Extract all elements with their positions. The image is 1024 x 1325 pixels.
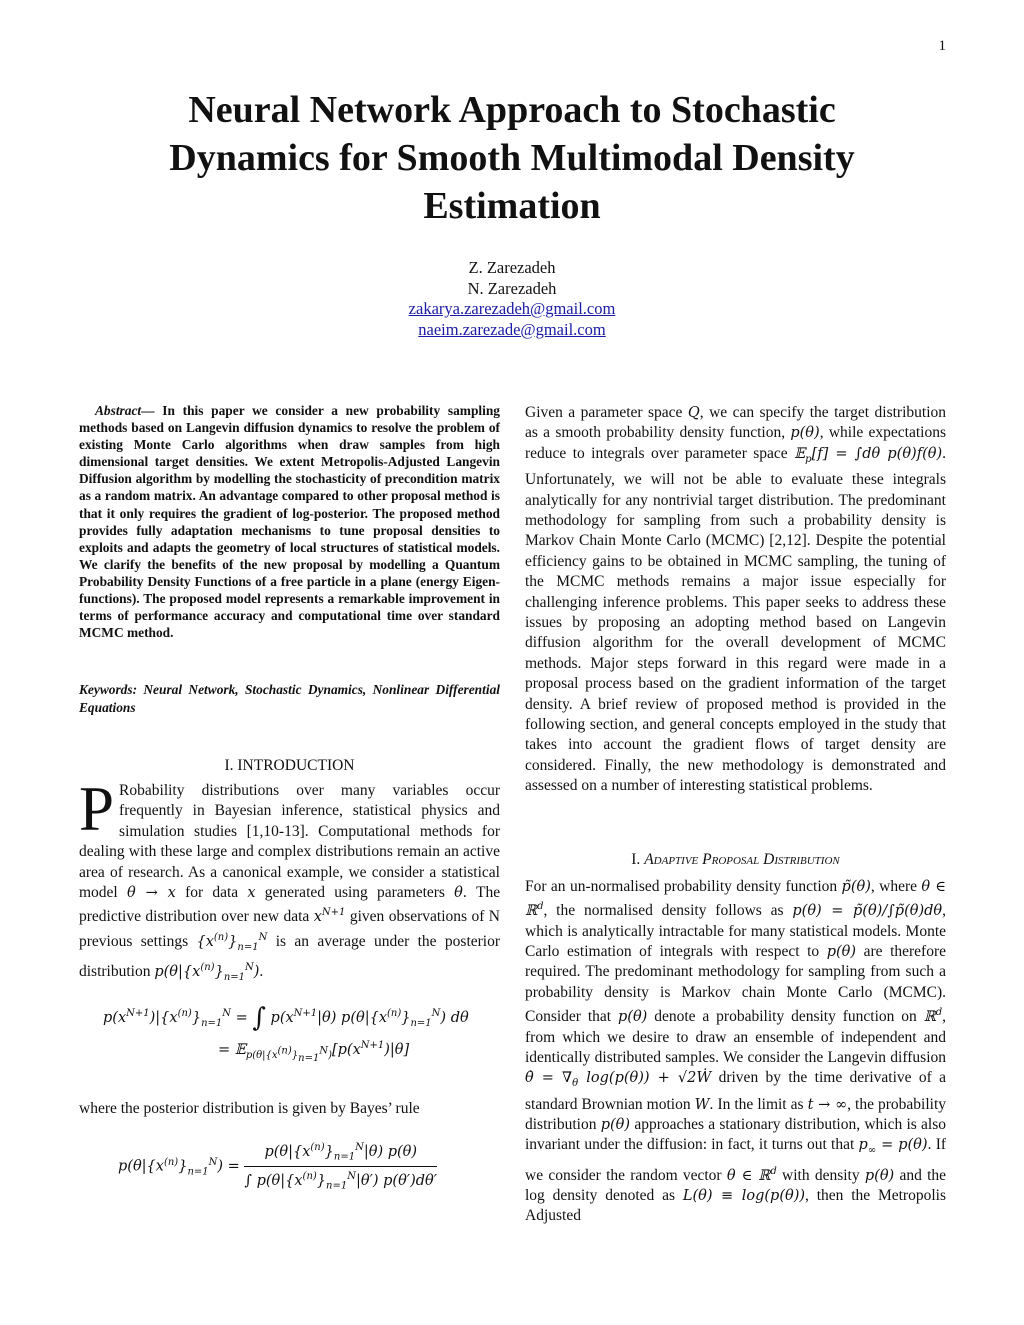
page-number: 1 — [938, 38, 946, 54]
author-name-2: N. Zarezadeh — [467, 278, 557, 298]
abstract — [79, 402, 500, 641]
author-name-1: Z. Zarezadeh — [468, 258, 556, 277]
right-column-paragraph-1: Given a parameter space Q, we can specify the target distribution as a smooth probability density function, p(θ), while expectations reduce to integrals over parameter space 𝔼$_p$[f] = ∫dθ p(θ)f(θ). Unfortunately, we will not be able to evaluate these integrals analytically for any nontrivial target distribution. The predominant methodology for sampling from such a probability density is Markov Chain Monte Carlo (MCMC) [2,12]. Despite the potential efficiency gains to be obtained in MCMC sampling, the tuning of the MCMC methods remains a major issue especially for challenging inference problems. This paper seeks to address these issues by proposing an adopting method based on Langevin diffusion algorithm for the overall development of MCMC methods. Major steps forward in this regard were made in a proposal process based on the gradient information of the target density. A brief review of proposed method is provided in the following section, and general concepts employed in the study that takes into account the gradient flows of target density are considered. Finally, the new methodology is demonstrated and assessed on a number of interesting statistical problems. — [525, 404, 946, 795]
keywords-label: Keywords: — [79, 682, 138, 697]
introduction-paragraph: P Robability distributions over many variables occur frequently in Bayesian inference, statistical physics and simulation studies [1,10-13]. Computational methods for dealing with these large and complex distributions remain an active area of research. As a canonical example, we consider a statistical model θ → x for data x generated using parameters θ. The predictive distribution over new data $x^{N+1}$ given observations of N previous settings $\{x^{(n)}\}_{n=1}^N$ is an average under the posterior distribution $p(\theta|\{x^{(n)}\}_{n=1}^N)$. — [79, 774, 501, 983]
introduction-heading: I. INTRODUCTION — [224, 757, 355, 774]
title-line-2: Dynamics for Smooth Multimodal Density — [169, 137, 855, 179]
drop-cap: P — [79, 774, 115, 844]
predictive-equation-line-2: = $𝔼_{p(\theta|\{x^{(n)}\}_{n=1}^N)}[p(x^{N+1})|\theta]$ — [218, 1040, 410, 1064]
right-column-paragraph-2: For an un-normalised probability density function p̃(θ), where θ ∈ ℝ$^d$, the normalised density follows as p(θ) = p̃(θ)/∫p̃(θ)dθ, which is analytically intractable for many statistical models. Monte Carlo estimation of integrals with respect to p(θ) are therefore required. The predominant methodology for sampling from such a probability density is Markov chain Monte Carlo (MCMC). Consider that p(θ) denote a probability density function on ℝ$^d$, from which we desire to draw an ensemble of independent and identically distributed samples. We consider the Langevin diffusion θ̇ = $\nabla_\theta$ log(p(θ)) + √2Ẇ driven by the time derivative of a standard Brownian motion W. In the limit as t → ∞, the probability distribution p(θ) approaches a stationary distribution, which is also invariant under the diffusion: in fact, it turns out that $p_\infty = p(\theta)$. If we consider the random vector θ ∈ ℝ$^d$ with density p(θ) and the log density denoted as L(θ) ≡ log(p(θ)), then the Metropolis Adjusted — [525, 878, 947, 1225]
author-email-link-1[interactable]: zakarya.zarezadeh@gmail.com — [408, 299, 616, 318]
title-line-1: Neural Network Approach to Stochastic — [188, 89, 836, 131]
bayes-fraction: $\frac{p(\theta|\{x^{(n)}\}_{n=1}^N|\theta) p(\theta)}{\int p(\theta|\{x^{(n)}\}_{n=1}^N|\theta') p(\theta')d\theta'}$ — [244, 1142, 438, 1192]
paper-title — [100, 86, 924, 230]
title-line-3: Estimation — [423, 185, 601, 227]
keywords — [79, 681, 500, 716]
predictive-equation-line-1: $p(x^{N+1})|\{x^{(n)}\}_{n=1}^N$ = ∫ $p(x^{N+1}|\theta)$ $p(\theta|\{x^{(n)}\}_{n=1}^N)$ dθ — [103, 1003, 469, 1033]
bayes-rule-intro: where the posterior distribution is given by Bayes’ rule — [79, 1100, 420, 1117]
adaptive-proposal-heading: I. Adaptive Proposal Distribution — [631, 851, 840, 868]
author-email-link-2[interactable]: naeim.zarezade@gmail.com — [418, 319, 606, 339]
abstract-label: Abstract — [95, 403, 142, 418]
bayes-rule-equation: $p(\theta|\{x^{(n)}\}_{n=1}^N)$ = $\frac{p(\theta|\{x^{(n)}\}_{n=1}^N|\theta) p(\theta)}{\int p(\theta|\{x^{(n)}\}_{n=1}^N|\theta') p(\theta')d\theta'}$ — [118, 1142, 438, 1192]
abstract-dash: — — [141, 403, 163, 418]
author-block — [262, 258, 762, 340]
abstract-text: In this paper we consider a new probability sampling methods based on Langevin diffusion dynamics to resolve the problem of existing Monte Carlo algorithms when draw samples from high dimensional target densities. We extent Metropolis-Adjusted Langevin Diffusion algorithm by modelling the stochasticity of precondition matrix as a random matrix. An advantage compared to other proposal method is that it only requires the gradient of log-posterior. The proposed method provides fully adaptation mechanisms to tune proposal densities to exploits and adapts the geometry of local structures of statistical models. We clarify the benefits of the new proposal by modelling a Quantum Probability Density Functions of a free particle in a plane (energy Eigen-functions). The proposed model represents a remarkable improvement in terms of performance accuracy and computational time over standard MCMC method. — [79, 403, 500, 641]
keywords-text: Neural Network, Stochastic Dynamics, Nonlinear Differential Equations — [79, 682, 500, 715]
